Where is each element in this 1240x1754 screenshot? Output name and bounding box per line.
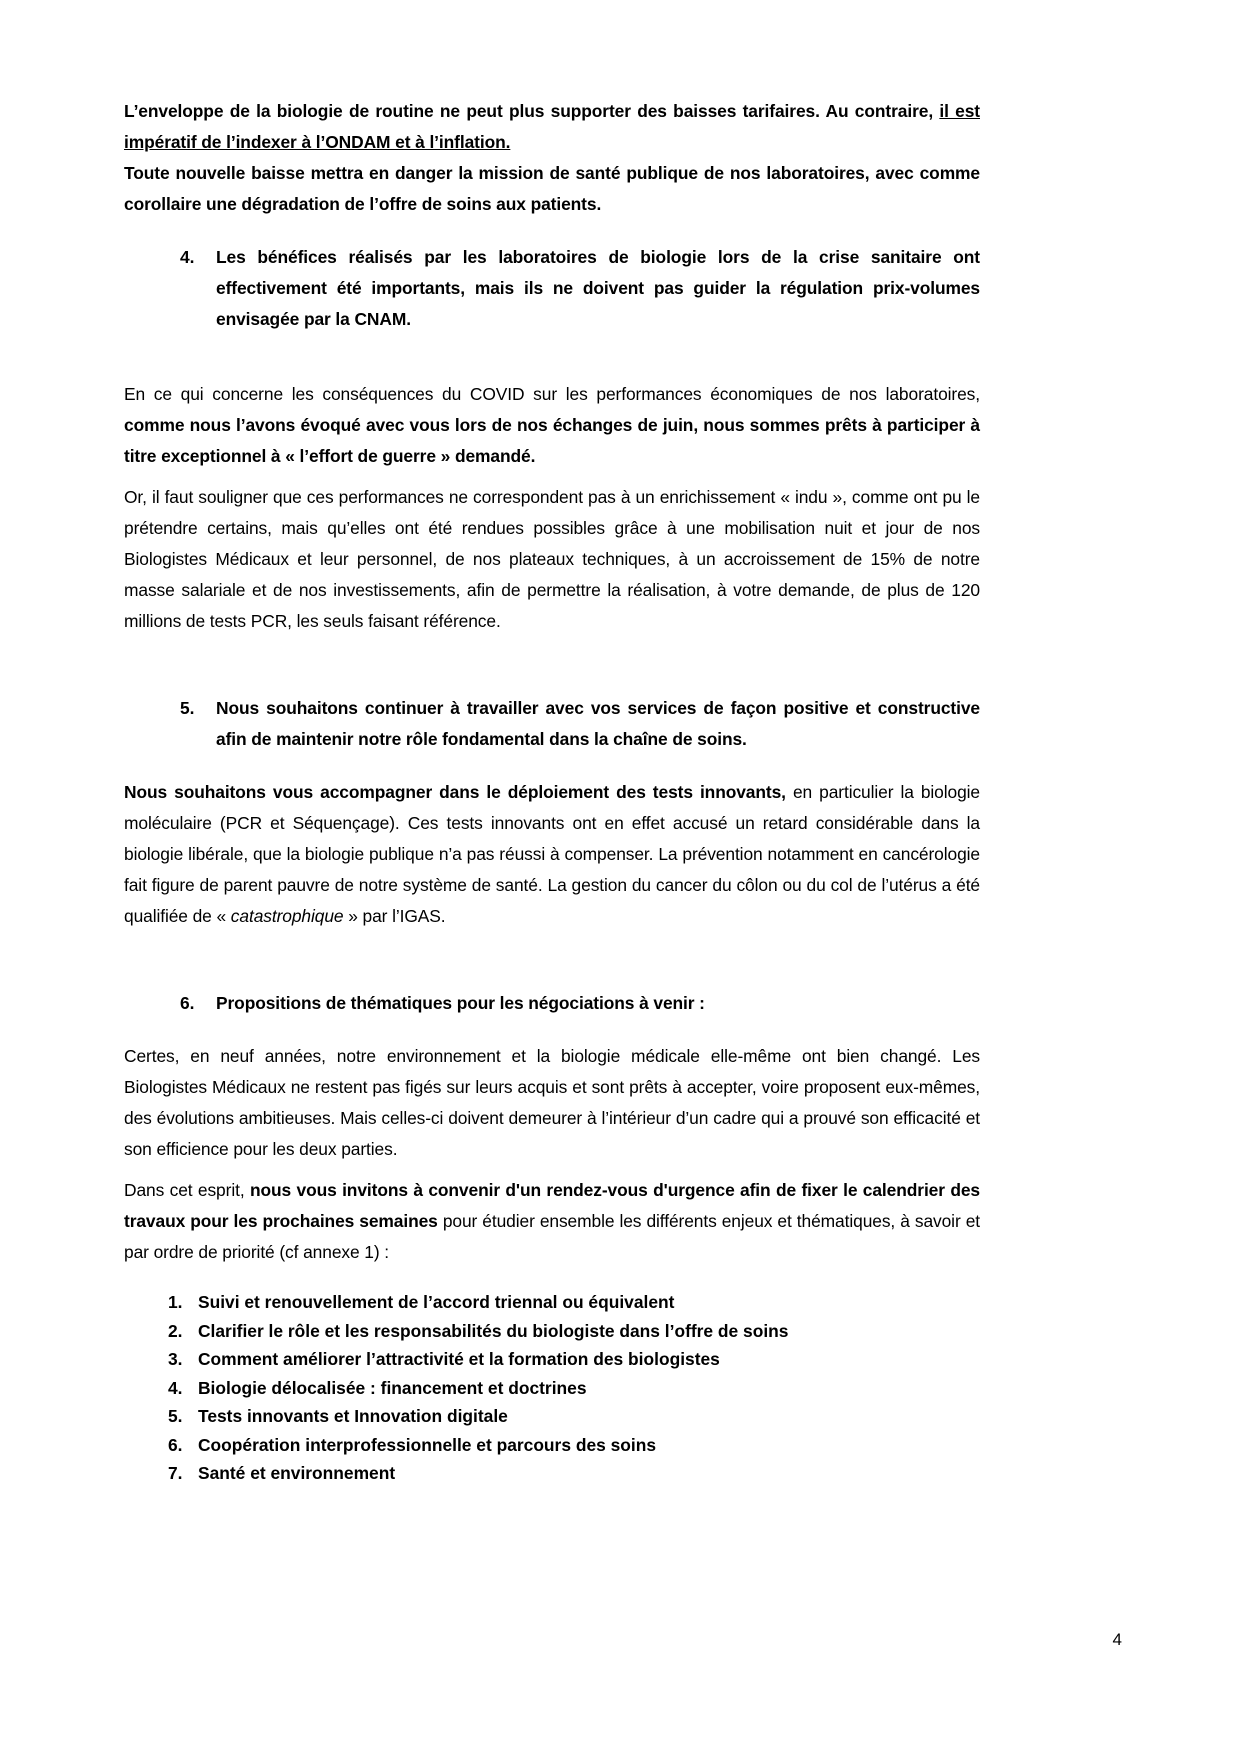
theme-item-number: 7. (168, 1463, 183, 1483)
theme-item (154, 1459, 980, 1488)
theme-item (154, 1288, 980, 1317)
numbered-item-5 (180, 693, 980, 755)
numbered-item-4-number: 4. (180, 247, 195, 267)
theme-item-number: 3. (168, 1349, 183, 1369)
theme-item-label: Biologie délocalisée : financement et doctrines (198, 1377, 587, 1398)
theme-item (154, 1402, 980, 1431)
paragraph-dans-cet-esprit-lead: Dans cet esprit, (124, 1180, 250, 1200)
numbered-item-4-text: Les bénéfices réalisés par les laboratoires de biologie lors de la crise sanitaire ont effectivement été importants, mais ils ne doivent pas guider la régulation prix-volumes envisagée par la CNAM. (216, 247, 980, 329)
spacer (124, 472, 980, 482)
spacer (124, 1165, 980, 1175)
themes-list (154, 1288, 980, 1488)
theme-item-number: 2. (168, 1320, 183, 1341)
theme-item-number: 4. (168, 1377, 183, 1398)
paragraph-catastrophique-italic: catastrophique (230, 906, 344, 926)
page-number: 4 (1112, 1630, 1122, 1649)
theme-item-number: 1. (168, 1292, 183, 1312)
numbered-item-6-text: Propositions de thématiques pour les négociations à venir : (216, 993, 705, 1013)
paragraph-toute-nouvelle-baisse: Toute nouvelle baisse mettra en danger la mission de santé publique de nos laboratoires, avec comme corollaire une dégradation de l’offre de soins aux patients. (124, 163, 980, 214)
theme-item (154, 1374, 980, 1403)
theme-item (154, 1317, 980, 1346)
theme-item-label: Comment améliorer l’attractivité et la formation des biologistes (198, 1349, 720, 1369)
numbered-item-6 (180, 988, 980, 1019)
paragraph-enveloppe-text: L’enveloppe de la biologie de routine ne peut plus supporter des baisses tarifaires. Au contraire, (124, 101, 940, 121)
spacer (124, 357, 980, 379)
theme-item (154, 1431, 980, 1460)
theme-item-label: Santé et environnement (198, 1463, 396, 1483)
paragraph-en-ce-qui-concerne-lead: En ce qui concerne les conséquences du COVID sur les performances économiques de nos laboratoires, (124, 384, 980, 404)
numbered-item-5-number: 5. (180, 698, 195, 718)
paragraph-enveloppe (124, 96, 980, 158)
numbered-item-6-number: 6. (180, 993, 195, 1013)
paragraph-en-ce-qui-concerne (124, 379, 980, 472)
paragraph-enveloppe-underlined: il est impératif de l’indexer à l’ONDAM et à l’inflation. (124, 101, 980, 152)
document-body (124, 96, 980, 1488)
theme-item-label: Suivi et renouvellement de l’accord triennal ou équivalent (198, 1292, 675, 1312)
paragraph-nous-souhaitons-accompagner (124, 777, 980, 932)
paragraph-nous-souhaitons-accompagner-bold: Nous souhaitons vous accompagner dans le déploiement des tests innovants, (124, 782, 786, 802)
paragraph-nous-souhaitons-accompagner-rest: en particulier la biologie moléculaire (PCR et Séquençage). Ces tests innovants ont en effet accusé un retard considérable dans la biologie libérale, que la biologie publique n’a pas réussi à compenser. La prévention notamment en cancérologie fait figure de parent pauvre de notre système de santé. La gestion du cancer du côlon ou du col de l’utérus a été qualifiée de « (124, 782, 980, 926)
paragraph-nous-souhaitons-accompagner-tail: » par l’IGAS. (343, 906, 446, 926)
paragraph-dans-cet-esprit-bold: nous vous invitons à convenir d'un rendez-vous d'urgence afin de fixer le calendrier des travaux pour les prochaines semaines (124, 1180, 980, 1231)
paragraph-or-il-faut-souligner: Or, il faut souligner que ces performances ne correspondent pas à un enrichissement « indu », comme ont pu le prétendre certains, mais qu’elles ont été rendues possibles grâce à une mobilisation nuit et jour de nos Biologistes Médicaux et leur personnel, de nos plateaux techniques, à un accroissement de 15% de notre masse salariale et de nos investissements, afin de permettre la réalisation, à votre demande, de plus de 120 millions de tests PCR, les seuls faisant référence. (124, 487, 980, 631)
numbered-item-4 (180, 242, 980, 335)
paragraph-en-ce-qui-concerne-bold: comme nous l’avons évoqué avec vous lors de nos échanges de juin, nous sommes prêts à participer à titre exceptionnel à « l’effort de guerre » demandé. (124, 415, 980, 466)
spacer (124, 637, 980, 671)
theme-item (154, 1345, 980, 1374)
paragraph-dans-cet-esprit-tail: pour étudier ensemble les différents enjeux et thématiques, à savoir et par ordre de priorité (cf annexe 1) : (124, 1211, 980, 1262)
theme-item-label: Coopération interprofessionnelle et parcours des soins (198, 1434, 657, 1455)
numbered-item-5-text: Nous souhaitons continuer à travailler avec vos services de façon positive et constructive afin de maintenir notre rôle fondamental dans la chaîne de soins. (216, 698, 980, 749)
paragraph-certes-en-neuf-annees: Certes, en neuf années, notre environnement et la biologie médicale elle-même ont bien changé. Les Biologistes Médicaux ne restent pas figés sur leurs acquis et sont prêts à accepter, voire proposent eux-mêmes, des évolutions ambitieuses. Mais celles-ci doivent demeurer à l’intérieur d’un cadre qui a prouvé son efficacité et son efficience pour les deux parties. (124, 1046, 980, 1159)
theme-item-label: Tests innovants et Innovation digitale (198, 1406, 508, 1426)
theme-item-number: 5. (168, 1406, 183, 1426)
theme-item-label: Clarifier le rôle et les responsabilités du biologiste dans l’offre de soins (198, 1320, 789, 1341)
paragraph-dans-cet-esprit (124, 1175, 980, 1268)
theme-item-number: 6. (168, 1434, 183, 1455)
spacer (124, 932, 980, 966)
